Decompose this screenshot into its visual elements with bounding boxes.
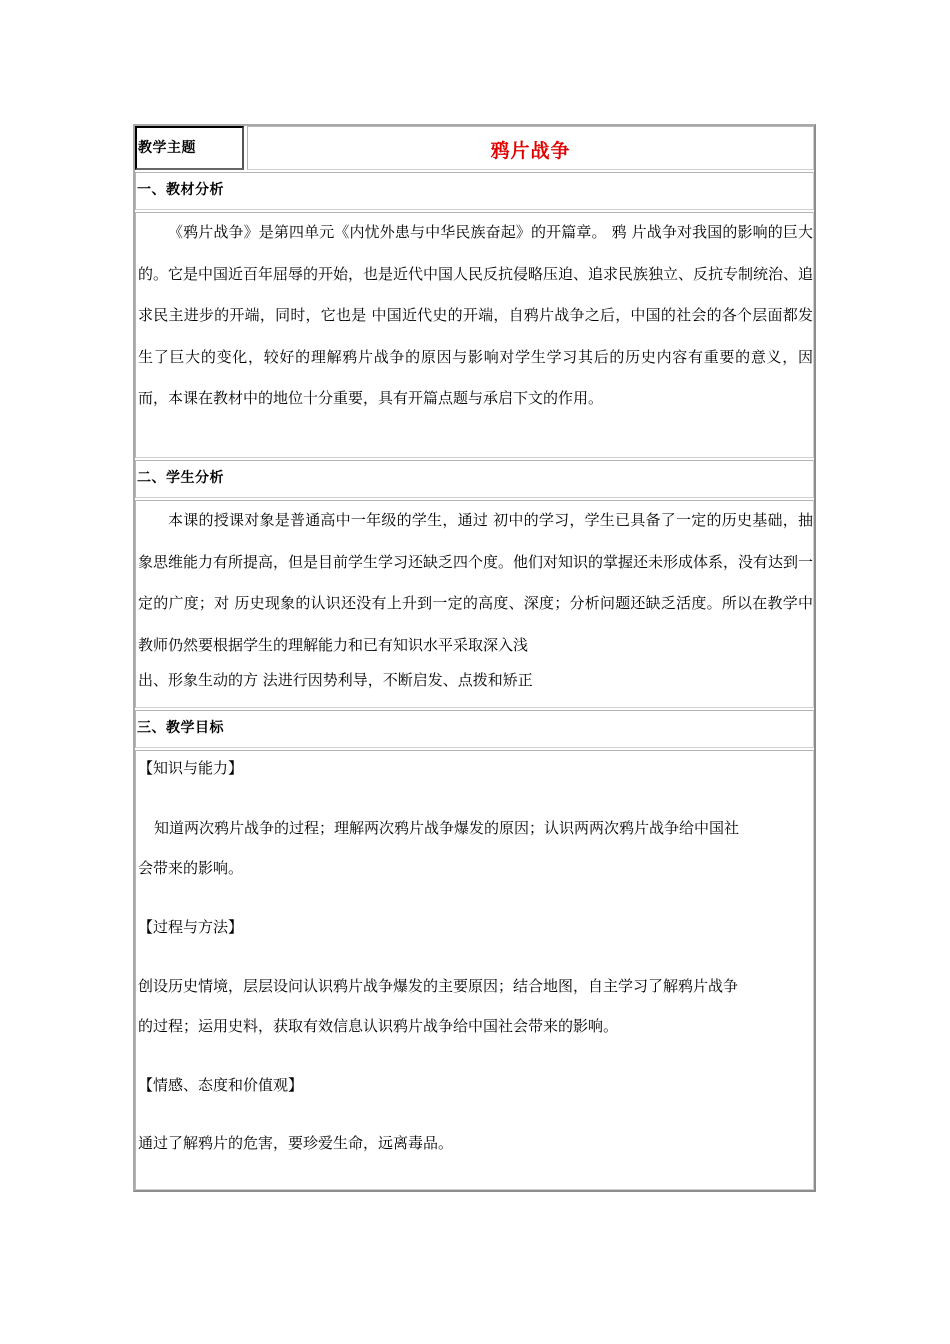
process-method-line: 创设历史情境，层层设问认识鸦片战争爆发的主要原因；结合地图，自主学习了解鸦片战争 xyxy=(138,977,739,995)
process-method-title: 【过程与方法】 xyxy=(138,918,244,936)
section-heading-text: 一、教材分析 xyxy=(137,182,224,198)
section-heading-text: 三、教学目标 xyxy=(137,720,224,736)
knowledge-ability-line: 会带来的影响。 xyxy=(138,859,244,877)
topic-title: 鸦片战争 xyxy=(490,140,571,162)
material-analysis-paragraph: 《鸦片战争》是第四单元《内忧外患与中华民族奋起》的开篇章。 鸦 片战争对我国的影响的巨大的。它是中国近百年屈辱的开始，也是近代中国人民反抗侵略压迫、追求民族独立、反抗专制统治、追求民主进步的开端，同时，它也是 中国近代史的开端，自鸦片战争之后，中国的社会的各个层面都发生了巨大的变化，较好的理解鸦片战争的原因与影响对学生学习其后的历史内容有重要的意义，因 而，本课在教材中的地位十分重要，具有开篇点题与承启下文的作用。 xyxy=(138,223,814,407)
section-heading-objectives xyxy=(135,710,814,748)
knowledge-ability-title: 【知识与能力】 xyxy=(138,759,244,777)
section-body-students xyxy=(135,500,814,708)
student-analysis-last-line: 出、形象生动的方 法进行因势利导，不断启发、点拨和矫正 xyxy=(138,671,533,689)
section-body-objectives xyxy=(135,750,814,1190)
process-method-line: 的过程；运用史料，获取有效信息认识鸦片战争给中国社会带来的影响。 xyxy=(138,1017,619,1035)
knowledge-ability-line: 知道两次鸦片战争的过程；理解两次鸦片战争爆发的原因；认识两两次鸦片战争给中国社 xyxy=(154,819,740,837)
emotion-values-title: 【情感、态度和价值观】 xyxy=(138,1076,304,1094)
topic-label-cell xyxy=(135,126,244,170)
section-heading-text: 二、学生分析 xyxy=(137,470,224,486)
topic-value-cell xyxy=(247,126,814,170)
student-analysis-paragraph: 本课的授课对象是普通高中一年级的学生，通过 初中的学习，学生已具备了一定的历史基础，抽象思维能力有所提高，但是目前学生学习还缺乏四个度。他们对知识的掌握还未形成体系，没有达到一定的广度；对 历史现象的认识还没有上升到一定的高度、深度；分析问题还缺乏活度。所以在教学中教师仍然要根据学生的理解能力和已有知识水平采取深入浅 xyxy=(138,511,814,654)
topic-label: 教学主题 xyxy=(138,140,196,156)
section-body-material xyxy=(135,212,814,458)
lesson-plan-table xyxy=(133,124,816,1192)
emotion-values-line: 通过了解鸦片的危害，要珍爱生命，远离毒品。 xyxy=(138,1134,454,1152)
section-heading-students xyxy=(135,460,814,498)
section-heading-material xyxy=(135,172,814,210)
